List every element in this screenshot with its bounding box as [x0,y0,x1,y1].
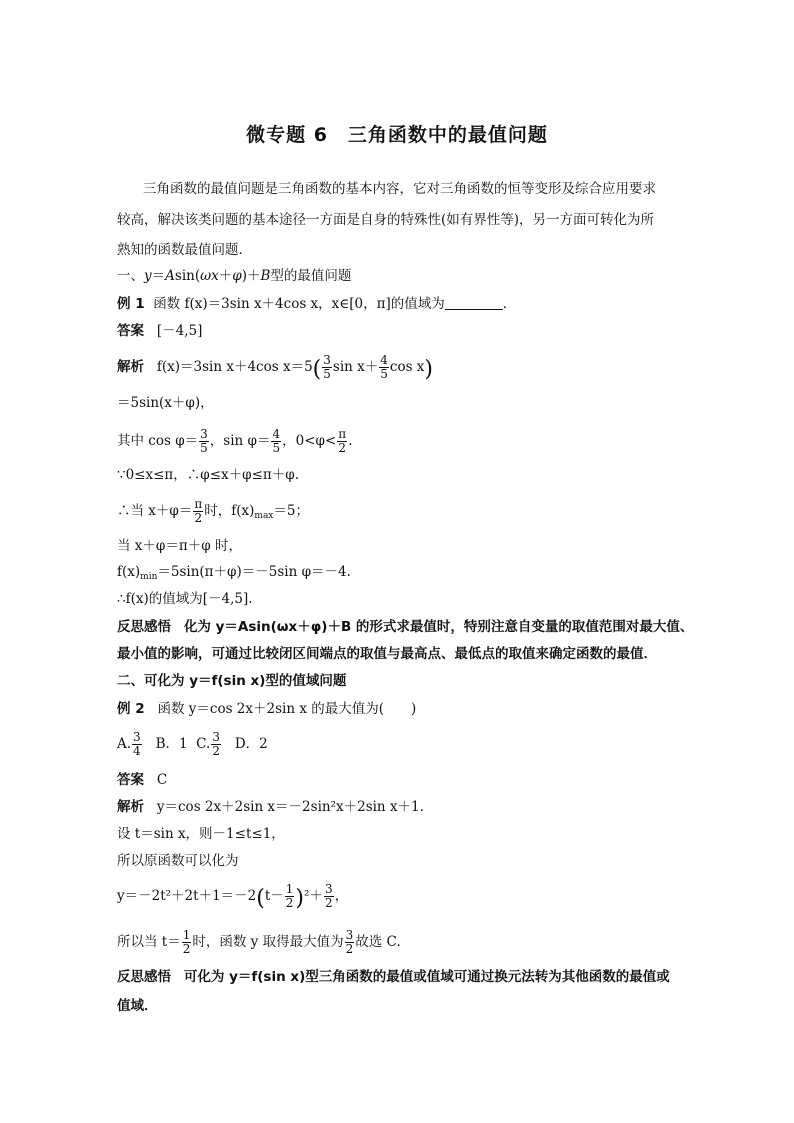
fraction: $\frac{1}{2}$ [285,882,294,910]
fraction: $\frac{1}{2}$ [182,928,191,956]
solution-1-line-3: 其中 cos φ＝ $\frac{3}{5}$ ，sin φ＝ $\frac{4}{5}$ ，0<φ< $\frac{\pi}{2}$ . [117,427,353,455]
solution-1-line-8: ∴f(x)的值域为[－4,5]. [117,591,253,607]
intro-line-2: 较高，解决该类问题的基本途径一方面是自身的特殊性(如有界性等)，另一方面可转化为所 [117,212,655,228]
example-2: 例 2 函数 y＝cos 2x＋2sin x 的最大值为( ) [117,701,417,717]
solution-1-line-6: 当 x＋φ＝π＋φ 时， [117,538,242,554]
reflection-1-line-1: 反思感悟 化为 y＝Asin(ωx＋φ)＋B 的形式求最值时，特别注意自变量的取值范围对最大值、 [117,619,694,635]
reflection-2-line-2: 值域． [117,998,158,1014]
solution-1-line-1: 解析 f(x)＝3sin x＋4cos x＝5( $\frac{3}{5}$ sin x＋ $\frac{4}{5}$ cos x) [117,353,434,382]
solution-2-line-2: 设 t＝sin x，则－1≤t≤1， [117,826,285,842]
example-2-options: A. $\frac{3}{4}$ B．1 C. $\frac{3}{2}$ D．2 [117,730,268,758]
fraction: $\frac{3}{2}$ [345,928,354,956]
solution-2-line-1: 解析 y＝cos 2x＋2sin x＝－2sin²x＋2sin x＋1. [117,799,424,815]
fraction: $\frac{4}{5}$ [272,427,281,455]
intro-line-1: 三角函数的最值问题是三角函数的基本内容，它对三角函数的恒等变形及综合应用要求 [143,181,656,197]
solution-1-line-7: $f(x)_{min}=5\sin(\pi+\varphi)=-5\sin$ φ＝－4. [117,564,351,582]
solution-2-line-4: y＝－2t²＋2t＋1＝－2(t－ $\frac{1}{2}$ )²＋ $\frac{3}{2}$ ， [117,882,349,911]
answer-2: 答案 C [117,772,168,788]
answer-1: 答案 [－4,5] [117,323,203,339]
reflection-1-line-2: 最小值的影响，可通过比较闭区间端点的取值与最高点、最低点的取值来确定函数的最值． [117,646,657,662]
intro-line-3: 熟知的函数最值问题． [117,242,252,258]
solution-2-line-5: 所以当 t＝ $\frac{1}{2}$ 时，函数 y 取得最大值为 $\frac{3}{2}$ 故选 C. [117,928,401,956]
fraction: $\frac{3}{2}$ [212,730,220,758]
example-1: 例 1 函数 f(x)＝3sin x＋4cos x，x∈[0，π]的值域为 ． [117,296,517,312]
solution-1-line-2: ＝5sin(x＋φ)， [117,395,214,411]
fraction: $\frac{4}{5}$ [380,353,388,381]
solution-2-line-3: 所以原函数可以化为 [117,853,239,869]
section-1-heading: 一、y＝Asin(ωx＋φ)＋B型的最值问题 [117,268,352,284]
page-title: 微专题 6 三角函数中的最值问题 [246,124,548,146]
fraction: $\frac{3}{5}$ [323,353,331,381]
fraction: $\frac{3}{2}$ [324,882,333,910]
fraction: $\frac{\pi}{2}$ [338,427,347,455]
reflection-2-line-1: 反思感悟 可化为 y＝f(sin x)型三角函数的最值或值域可通过换元法转为其他函数的最值或 [117,969,670,985]
fraction: $\frac{3}{4}$ [133,730,141,758]
answer-blank [445,297,503,310]
section-2-heading: 二、可化为 y＝f(sin x)型的值域问题 [117,673,347,689]
fraction: $\frac{3}{5}$ [200,427,208,455]
solution-1-line-4: ∵0≤x≤π，∴φ≤x＋φ≤π＋φ. [117,467,300,483]
fraction: $\frac{\pi}{2}$ [194,497,203,525]
solution-1-line-5: ∴当 x＋φ＝ $\frac{\pi}{2}$ 时，$f(x)_{max}=5$； [117,497,309,525]
